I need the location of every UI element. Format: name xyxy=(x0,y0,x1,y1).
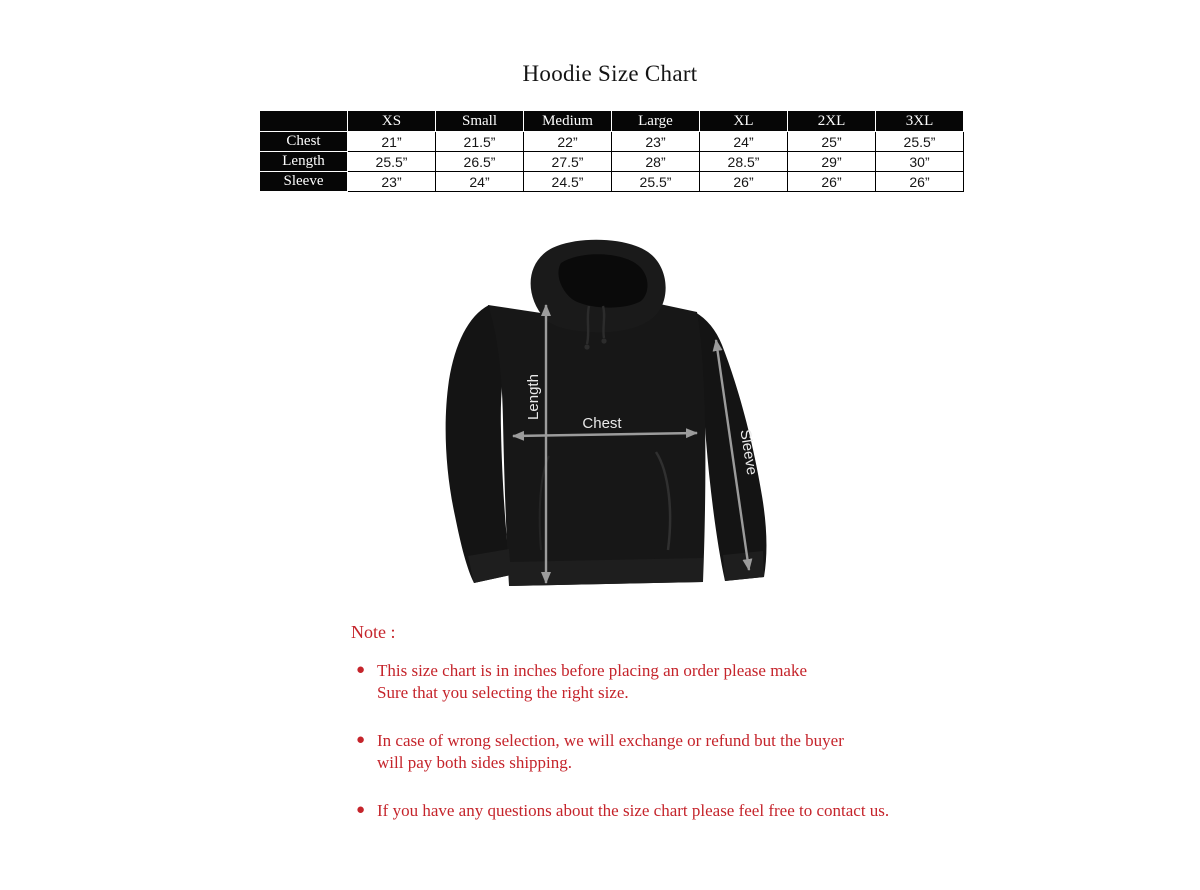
note-line: will pay both sides shipping. xyxy=(377,752,573,772)
list-item xyxy=(351,800,991,822)
sleeve-medium: 24.5” xyxy=(524,172,612,192)
sleeve-large: 25.5” xyxy=(612,172,700,192)
notes-section xyxy=(351,622,991,822)
col-header-small: Small xyxy=(436,111,524,132)
chest-medium: 22” xyxy=(524,132,612,152)
chest-small: 21.5” xyxy=(436,132,524,152)
chest-xs: 21” xyxy=(348,132,436,152)
note-line: This size chart is in inches before placing an order please make xyxy=(377,661,808,680)
length-medium: 27.5” xyxy=(524,152,612,172)
notes-heading: Note : xyxy=(351,622,396,642)
hoodie-body xyxy=(488,303,705,586)
hoodie-drawstring-right-tip xyxy=(601,338,606,343)
hoodie-right-cuff xyxy=(723,551,764,581)
note-text xyxy=(377,800,889,822)
hoodie-measurement-diagram xyxy=(430,233,790,605)
page-title: Hoodie Size Chart xyxy=(522,61,698,86)
sleeve-arrow-label: Sleeve xyxy=(736,428,761,477)
length-2xl: 29” xyxy=(788,152,876,172)
col-header-medium: Medium xyxy=(524,111,612,132)
col-header-large: Large xyxy=(612,111,700,132)
chest-3xl: 25.5” xyxy=(876,132,964,152)
sleeve-xl: 26” xyxy=(700,172,788,192)
sleeve-2xl: 26” xyxy=(788,172,876,192)
length-3xl: 30” xyxy=(876,152,964,172)
bullet-icon: ● xyxy=(356,662,366,678)
sleeve-small: 24” xyxy=(436,172,524,192)
row-label-chest: Chest xyxy=(260,132,348,152)
row-label-sleeve: Sleeve xyxy=(260,172,348,192)
hoodie-hem-band xyxy=(509,558,703,586)
size-table xyxy=(259,110,964,192)
hoodie-image xyxy=(446,240,767,586)
bullet-icon: ● xyxy=(356,802,366,818)
sleeve-xs: 23” xyxy=(348,172,436,192)
note-text xyxy=(377,660,807,703)
list-item xyxy=(351,660,991,703)
length-xl: 28.5” xyxy=(700,152,788,172)
bullet-icon: ● xyxy=(356,732,366,748)
table-row-chest xyxy=(260,132,964,152)
hoodie-drawstring-left-tip xyxy=(584,344,589,349)
hoodie-drawstring-left xyxy=(587,306,589,344)
col-header-xl: XL xyxy=(700,111,788,132)
chest-2xl: 25” xyxy=(788,132,876,152)
note-text xyxy=(377,730,844,773)
corner-cell xyxy=(260,111,348,132)
length-large: 28” xyxy=(612,152,700,172)
hoodie-diagram-svg xyxy=(430,233,790,605)
row-label-length: Length xyxy=(260,152,348,172)
note-line: Sure that you selecting the right size. xyxy=(377,682,629,702)
chest-arrow-label: Chest xyxy=(582,415,622,432)
note-line: If you have any questions about the size chart please feel free to contact us. xyxy=(377,801,890,820)
size-table-header-row xyxy=(260,111,964,132)
col-header-3xl: 3XL xyxy=(876,111,964,132)
table-row-length xyxy=(260,152,964,172)
hoodie-drawstring-right xyxy=(603,306,604,338)
sleeve-3xl: 26” xyxy=(876,172,964,192)
length-arrow-label: Length xyxy=(525,374,542,420)
chest-large: 23” xyxy=(612,132,700,152)
note-line: In case of wrong selection, we will exchange or refund but the buyer xyxy=(377,731,844,750)
list-item xyxy=(351,730,991,773)
length-xs: 25.5” xyxy=(348,152,436,172)
col-header-xs: XS xyxy=(348,111,436,132)
length-small: 26.5” xyxy=(436,152,524,172)
col-header-2xl: 2XL xyxy=(788,111,876,132)
chest-xl: 24” xyxy=(700,132,788,152)
table-row-sleeve xyxy=(260,172,964,192)
